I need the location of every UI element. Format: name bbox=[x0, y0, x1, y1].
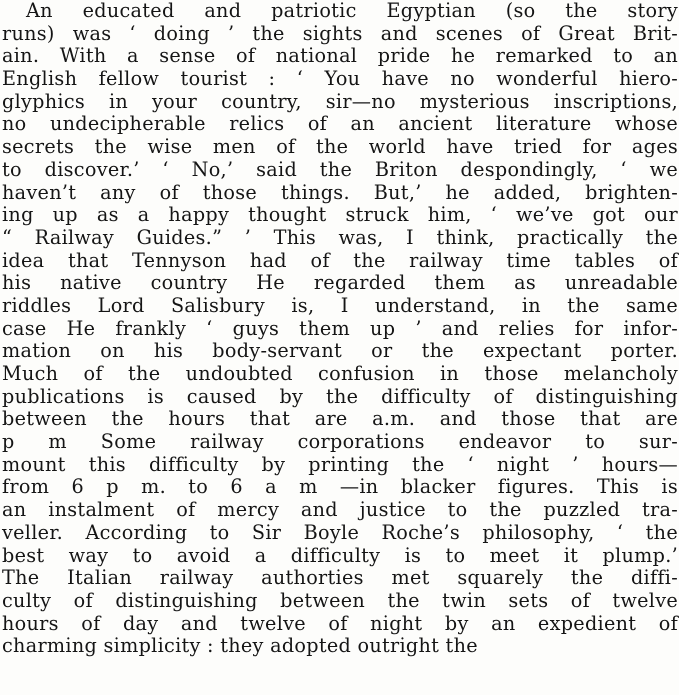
article-line: mation on his body-servant or the expectant porter. bbox=[2, 339, 678, 363]
article-line: secrets the wise men of the world have tried for ages bbox=[2, 135, 678, 159]
article-line: to discover.’ ‘ No,’ said the Briton despondingly, ‘ we bbox=[2, 157, 678, 181]
article-line: riddles Lord Salisbury is, I understand, in the same bbox=[2, 293, 678, 317]
article-line: An educated and patriotic Egyptian (so the story bbox=[26, 0, 678, 22]
article-line: his native country He regarded them as unreadable bbox=[2, 271, 678, 295]
article-line: haven’t any of those things. But,’ he added, brighten- bbox=[2, 180, 678, 204]
article-line: ing up as a happy thought struck him, ‘ we’ve got our bbox=[2, 203, 678, 227]
article-line: between the hours that are a.m. and those that are bbox=[2, 407, 678, 431]
article-line: Much of the undoubted confusion in those melancholy bbox=[2, 362, 678, 385]
article-line: runs) was ‘ doing ’ the sights and scenes of Great Brit- bbox=[2, 21, 678, 45]
article-line: an instalment of mercy and justice to the puzzled tra- bbox=[2, 498, 678, 522]
article-line: culty of distinguishing between the twin sets of twelve bbox=[2, 588, 678, 612]
article-line: glyphics in your country, sir—no mysterious inscriptions, bbox=[2, 89, 678, 113]
article-column bbox=[2, 0, 678, 658]
article-line: charming simplicity : they adopted outright the bbox=[2, 634, 478, 658]
article-line: veller. According to Sir Boyle Roche’s philosophy, ‘ the bbox=[2, 520, 678, 544]
article-line: mount this difficulty by printing the ‘ night ’ hours— bbox=[2, 452, 678, 476]
article-line: from 6 p m. to 6 a m —in blacker figures. This is bbox=[2, 475, 678, 499]
article-line: publications is caused by the difficulty of distinguishing bbox=[2, 384, 678, 408]
article-line: English fellow tourist : ‘ You have no wonderful hiero- bbox=[2, 67, 678, 91]
article-line: no undecipherable relics of an ancient literature whose bbox=[2, 112, 678, 136]
article-line: p m Some railway corporations endeavor to sur- bbox=[2, 430, 678, 454]
article-line: hours of day and twelve of night by an expedient of bbox=[2, 611, 678, 635]
article-line: ain. With a sense of national pride he remarked to an bbox=[2, 44, 678, 68]
article-line: idea that Tennyson had of the railway time tables of bbox=[2, 248, 678, 272]
article-line: best way to avoid a difficulty is to meet it plump.’ bbox=[2, 543, 678, 567]
article-line: “ Railway Guides.” ’ This was, I think, practically the bbox=[2, 225, 678, 249]
article-line: case He frankly ‘ guys them up ’ and relies for infor- bbox=[2, 316, 678, 340]
article-line: The Italian railway authorties met squarely the diffi- bbox=[2, 566, 678, 590]
